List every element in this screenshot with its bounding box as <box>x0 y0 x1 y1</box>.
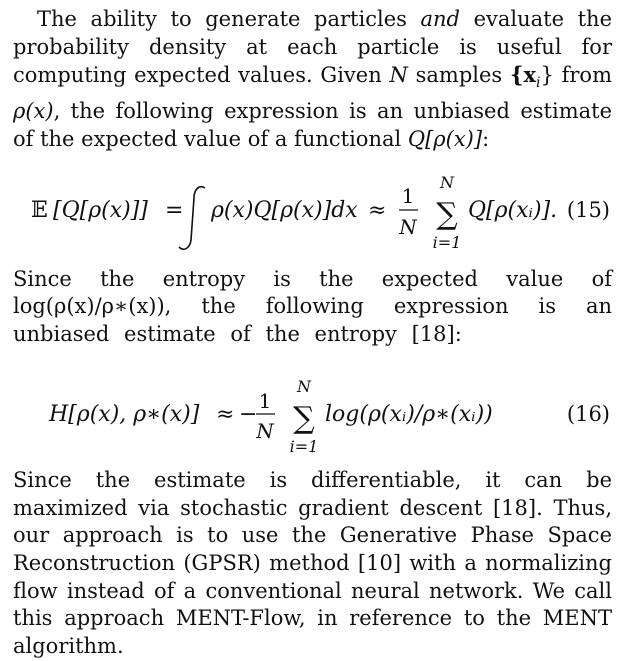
eq15-denominator: N <box>399 214 417 239</box>
eq15-sum-upper: N <box>440 172 454 192</box>
eq15-sum-sign: ∑ <box>436 196 458 232</box>
eq15-summand: Q[ρ(xᵢ)]. <box>468 197 558 223</box>
eq16-sum-sign: ∑ <box>293 400 315 436</box>
p1-rho: ρ(x) <box>13 99 54 124</box>
eq15-integrand: ρ(x)Q[ρ(x)]dx <box>211 197 358 223</box>
p1-tail2: samples <box>407 63 510 88</box>
equation-15-svg <box>13 154 612 266</box>
eq16-sum-upper: N <box>297 376 311 396</box>
eq15-equals: = <box>165 197 184 223</box>
eq15-expectation: 𝔼 <box>31 197 48 223</box>
p1-tail4: , the following expression is an unbiased estimate of the expected value of a functional <box>13 99 612 151</box>
eq15-lhs: [Q[ρ(x)]] <box>53 197 148 223</box>
eq15-approx: ≈ <box>368 197 387 223</box>
eq16-denominator: N <box>256 418 274 443</box>
p1-functional: Q[ρ(x)] <box>407 127 483 151</box>
eq16-lhs: H[ρ(x), ρ∗(x)] <box>49 401 200 427</box>
paragraph-1 <box>13 6 612 154</box>
paragraph-2: Since the entropy is the expected value of log(ρ(x)/ρ∗(x)), the following expression is an unbiased estimate of the entropy [18]: <box>13 266 612 347</box>
eq16-number: (16) <box>566 401 610 426</box>
p1-lead: The ability to generate particles <box>37 7 421 31</box>
eq15-number: (15) <box>566 197 610 222</box>
equation-16-svg <box>13 349 612 467</box>
equation-16 <box>13 349 612 467</box>
p1-emphasis: and <box>420 7 460 31</box>
p1-samples-close: } <box>540 63 554 88</box>
p1-samples-sub: i <box>536 75 541 92</box>
eq16-sum-lower: i=1 <box>289 436 319 456</box>
equation-15 <box>13 154 612 266</box>
p1-samples: {x <box>509 62 536 88</box>
eq16-numerator: 1 <box>258 388 272 413</box>
eq16-approx: ≈ <box>216 401 235 427</box>
p1-N: N <box>389 63 408 88</box>
eq16-summand: log(ρ(xᵢ)/ρ∗(xᵢ)) <box>325 401 493 427</box>
eq16-minus: − <box>239 401 258 427</box>
p1-tail: evaluate the probability density at each particle is useful for computing expected values. Given <box>13 7 613 88</box>
eq15-sum-lower: i=1 <box>432 232 462 252</box>
eq15-numerator: 1 <box>401 183 415 208</box>
p1-tail3: from <box>553 63 612 88</box>
p1-tail5: : <box>482 127 490 151</box>
paragraph-3: Since the estimate is differentiable, it can be maximized via stochastic gradient descent [18]. Thus, our approach is to use the Generative Phase Space Reconstruction (GPSR) method [10] with a normalizing flow instead of a conventional neural network. We call this approach MENT-Flow, in reference to the MENT algorithm. <box>13 467 612 659</box>
